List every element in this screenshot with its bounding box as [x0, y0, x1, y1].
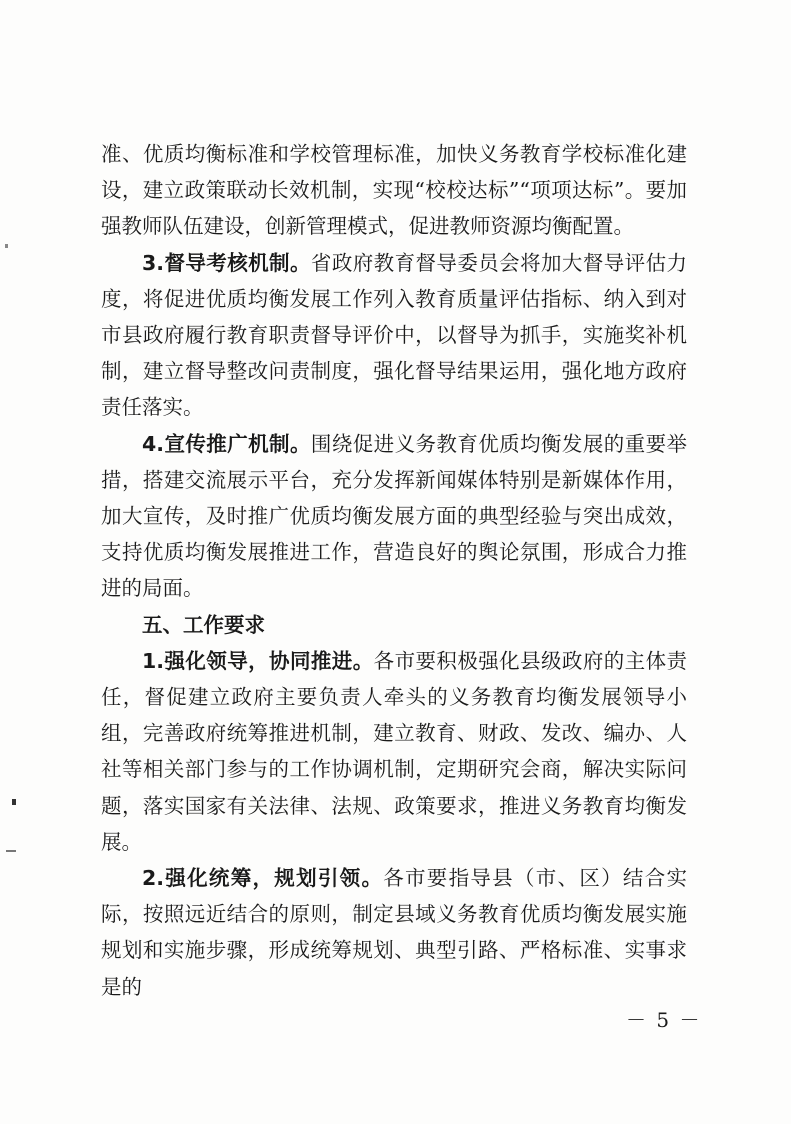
paragraph-text: 各市要积极强化县级政府的主体责任，督促建立政府主要负责人牵头的义务教育均衡发展领导小组，完善政府统筹推进机制，建立教育、财政、发改、编办、人社等相关部门参与的工作协调机制，定期研究会商，解决实际问题，落实国家有关法律、法规、政策要求，推进义务教育均衡发展。 [101, 648, 688, 854]
page-number: － 5 － [626, 1008, 702, 1032]
paragraph-planning [101, 860, 687, 1005]
scan-mark [12, 799, 16, 805]
scan-mark [5, 244, 8, 248]
section-heading [101, 607, 687, 643]
paragraph-leadership [101, 643, 687, 860]
paragraph-continuation [101, 136, 687, 245]
paragraph-text: 省政府教育督导委员会将加大督导评估力度，将促进优质均衡发展工作列入教育质量评估指标、纳入到对市县政府履行教育职责督导评价中，以督导为抓手，实施奖补机制，建立督导整改问责制度，强化督导结果运用，强化地方政府责任落实。 [101, 250, 688, 420]
paragraph-publicity [101, 426, 687, 607]
paragraph-lead: 1.强化领导，协同推进。 [142, 648, 374, 673]
paragraph-text: 准、优质均衡标准和学校管理标准，加快义务教育学校标准化建设，建立政策联动长效机制，实现“校校达标”“项项达标”。要加强教师队伍建设，创新管理模式，促进教师资源均衡配置。 [101, 142, 687, 239]
body-text [101, 136, 687, 1005]
paragraph-text: 各市要指导县（市、区）结合实际，按照远近结合的原则，制定县域义务教育优质均衡发展实施规划和实施步骤，形成统筹规划、典型引路、严格标准、实事求是的 [101, 866, 687, 999]
scan-mark [6, 850, 16, 852]
paragraph-lead: 2.强化统筹，规划引领。 [142, 866, 384, 891]
paragraph-lead: 4.宣传推广机制。 [142, 431, 311, 456]
paragraph-text: 围绕促进义务教育优质均衡发展的重要举措，搭建交流展示平台，充分发挥新闻媒体特别是新媒体作用，加大宣传，及时推广优质均衡发展方面的典型经验与突出成效，支持优质均衡发展推进工作，营造良好的舆论氛围，形成合力推进的局面。 [101, 431, 688, 601]
section-heading-text: 五、工作要求 [142, 612, 265, 637]
paragraph-supervision [101, 245, 687, 426]
paragraph-lead: 3.督导考核机制。 [142, 250, 311, 275]
